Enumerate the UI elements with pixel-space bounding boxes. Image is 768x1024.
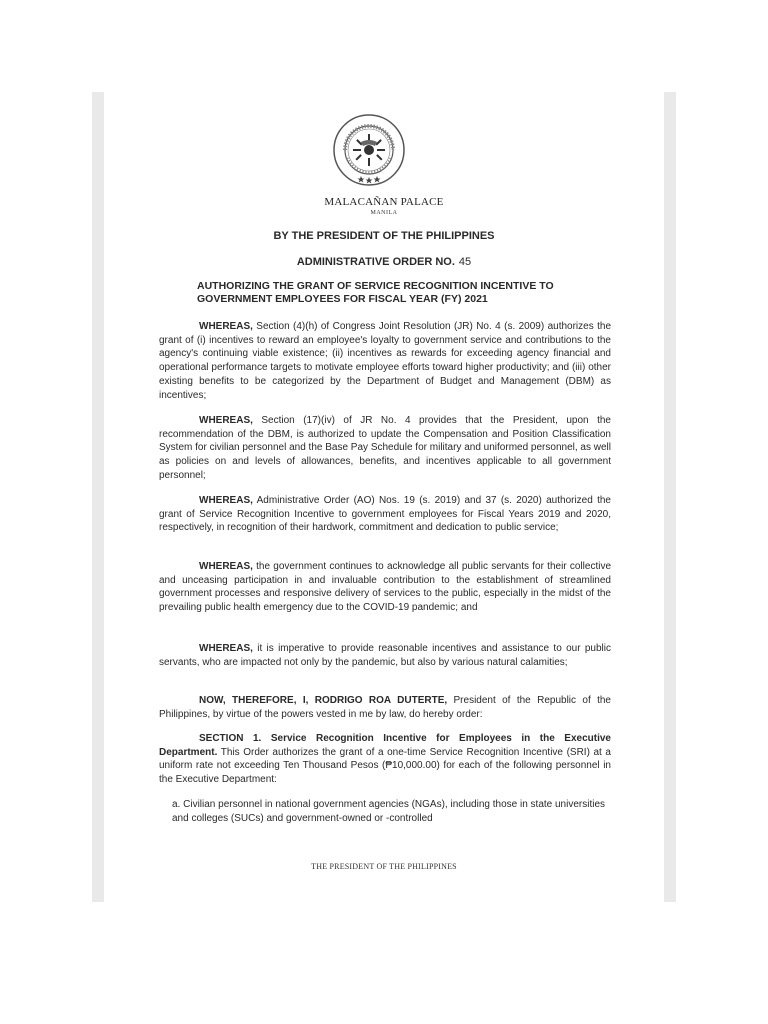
section-1-paragraph: [159, 732, 611, 787]
palace-name: MALACAÑAN PALACE: [324, 196, 444, 208]
city-name: MANILA: [370, 210, 398, 216]
whereas-paragraph-4: [159, 560, 611, 615]
document-page: [104, 92, 664, 902]
paragraph-text: Administrative Order (AO) Nos. 19 (s. 2019) and 37 (s. 2020) authorized the grant of Service Recognition Incentive to government employees for Fiscal Years 2019 and 2020, respectively, in recognition of their hardwork, commitment and dedication to public service;: [159, 495, 611, 534]
order-heading: [104, 256, 664, 268]
presidential-seal-icon: [331, 112, 407, 188]
list-item-text: Civilian personnel in national government agencies (NGAs), including those in state universities and colleges (SUCs) and government-owned or -controlled: [172, 799, 606, 824]
paragraph-lead: WHEREAS,: [199, 415, 253, 426]
paragraph-lead: WHEREAS,: [199, 495, 253, 506]
whereas-paragraph-3: [159, 494, 611, 535]
whereas-paragraph-1: [159, 320, 611, 402]
section-heading: SECTION 1. Service Recognition Incentive for Employees in the Executive Department.: [159, 733, 611, 758]
paragraph-lead: WHEREAS,: [199, 643, 253, 654]
list-marker: a.: [172, 799, 181, 810]
paragraph-lead: NOW, THEREFORE, I, RODRIGO ROA DUTERTE,: [199, 695, 448, 706]
paragraph-text: the government continues to acknowledge all public servants for their collective and unceasing participation in and invaluable contribution to the establishment of streamlined government processes and responsive delivery of services to the public, especially in the midst of the prevailing public health emergency due to the COVID-19 pandemic; and: [159, 561, 611, 614]
paragraph-text: Section (4)(h) of Congress Joint Resolution (JR) No. 4 (s. 2009) authorizes the grant of (i) incentives to reward an employee's loyalty to government service and contributions to the agency's continuing viable existence; (ii) incentives as rewards for exceeding agency financial and operational performance targets to motivate employee efforts toward higher productivity; and (iii) other existing benefits to be categorized by the Department of Budget and Management (DBM) as incentives;: [159, 321, 611, 401]
paragraph-lead: WHEREAS,: [199, 321, 253, 332]
order-number: 45: [458, 256, 472, 268]
paragraph-lead: WHEREAS,: [199, 561, 253, 572]
list-item-a: [172, 798, 612, 825]
whereas-paragraph-5: [159, 642, 611, 669]
paragraph-text: Section (17)(iv) of JR No. 4 provides that the President, upon the recommendation of the DBM, is authorized to update the Compensation and Position Classification System for civilian personnel and the Base Pay Schedule for military and uniformed personnel, as well as policies on and levels of allowances, benefits, and incentives applicable to all government personnel;: [159, 415, 611, 481]
whereas-paragraph-2: [159, 414, 611, 483]
now-therefore-paragraph: [159, 694, 611, 721]
order-label: ADMINISTRATIVE ORDER NO.: [296, 256, 455, 268]
page-footer: THE PRESIDENT OF THE PHILIPPINES: [311, 862, 457, 871]
byline: BY THE PRESIDENT OF THE PHILIPPINES: [273, 230, 495, 242]
paragraph-text: President of the Republic of the Philippines, by virtue of the powers vested in me by law, do hereby order:: [159, 695, 611, 720]
order-title: AUTHORIZING THE GRANT OF SERVICE RECOGNITION INCENTIVE TO GOVERNMENT EMPLOYEES FOR FISCAL YEAR (FY) 2021: [197, 280, 554, 305]
paragraph-text: it is imperative to provide reasonable incentives and assistance to our public servants, who are impacted not only by the pandemic, but also by various natural calamities;: [159, 643, 611, 668]
paragraph-text: This Order authorizes the grant of a one-time Service Recognition Incentive (SRI) at a uniform rate not exceeding Ten Thousand Pesos (₱10,000.00) for each of the following personnel in the Executive Department:: [159, 746, 611, 786]
